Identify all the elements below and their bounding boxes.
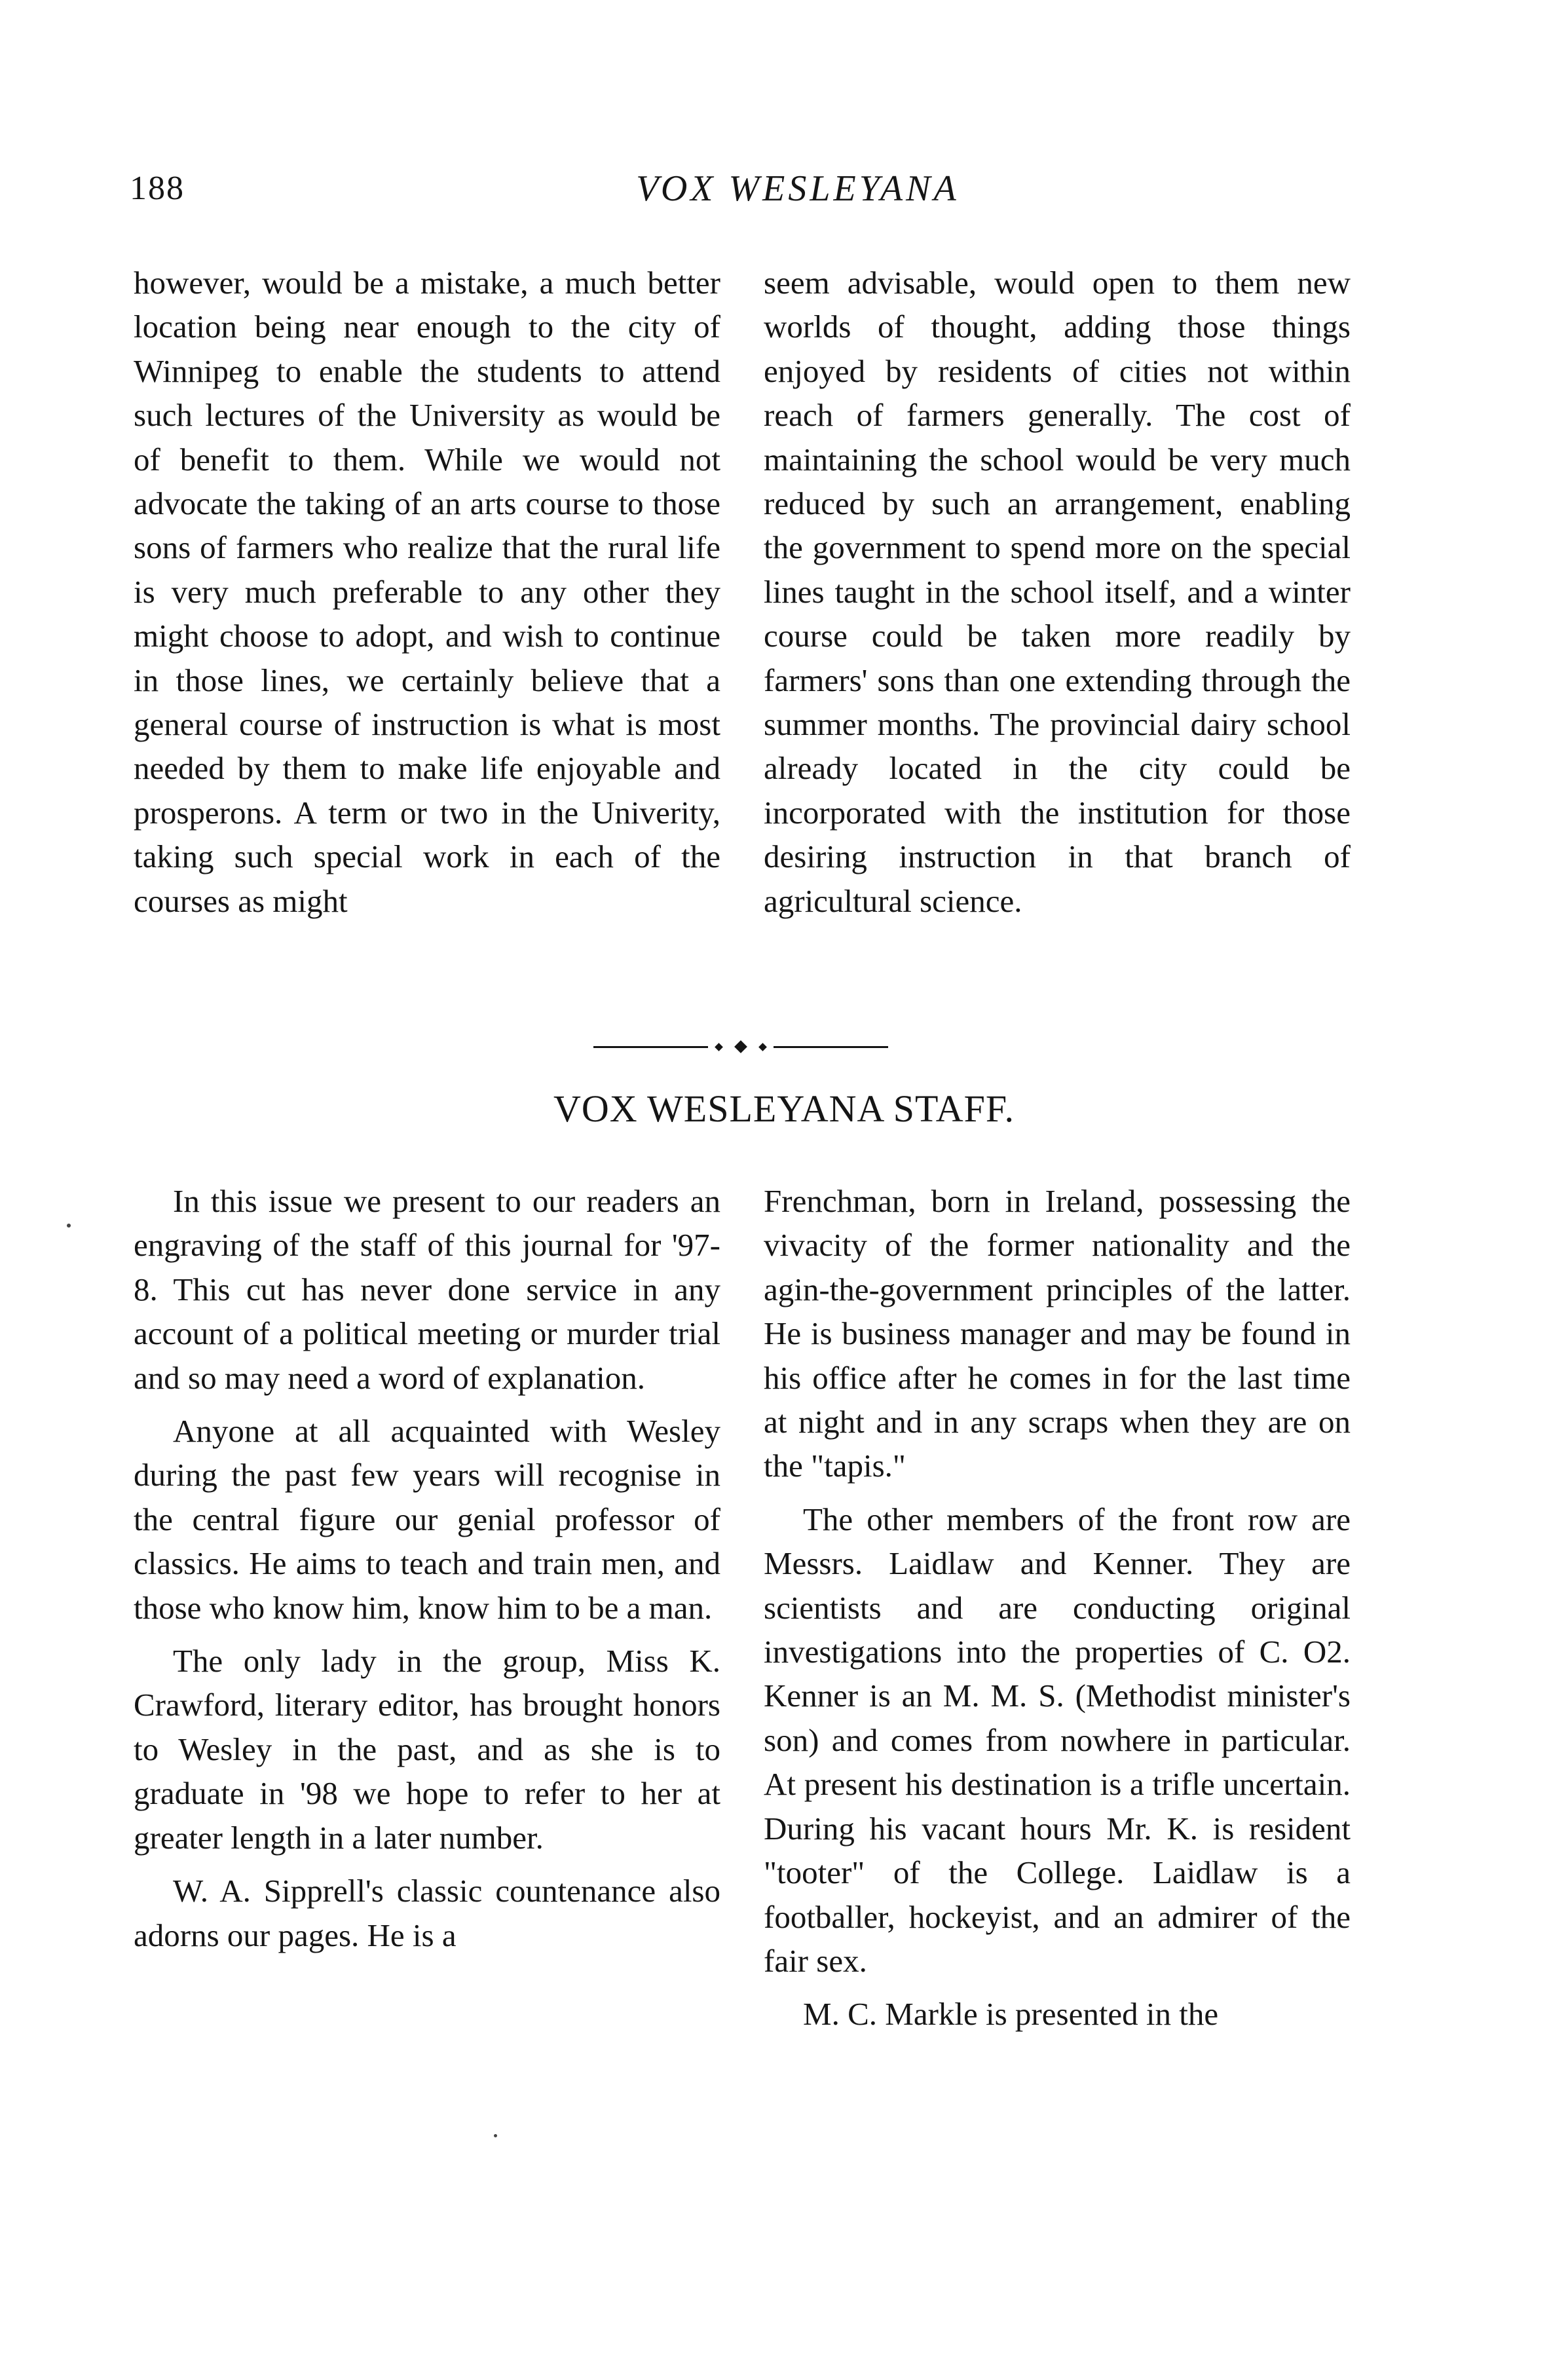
divider-diamond-small-right — [758, 1043, 767, 1051]
staff-paragraph-continued: Frenchman, born in Ireland, possessing the vivacity of the former nationality and the agin-the-government principles of the latter. He is business manager and may be found in his office after he comes in for the last time at night and in any scraps when they are on the "tapis." — [764, 1183, 1351, 1484]
staff-paragraph: W. A. Sipprell's classic countenance also adorns our pages. He is a — [134, 1873, 720, 1953]
section-heading: VOX WESLEYANA STAFF. — [553, 1087, 1015, 1130]
top-right-paragraph: seem advisable, would open to them new worlds of thought, adding those things enjoyed by residents of cities not within reach of farmers generally. The cost of maintaining the school would be very much reduced by such an arrangement, enabling the government to spend more on the special lines taught in the school itself, and a winter course could be taken more readily by farmers' sons than one extending through the summer months. The provincial dairy school already located in the city could be incorporated with the institution for those desiring instruction in that branch of agricultural science. — [764, 265, 1351, 919]
staff-paragraph: Anyone at all acquainted with Wesley during the past few years will recognise in the central figure our genial professor of classics. He aims to teach and train men, and those who know him, know him to be a man. — [134, 1413, 720, 1626]
divider-diamond-small-left — [715, 1043, 723, 1051]
divider-diamond-center — [734, 1040, 747, 1053]
staff-paragraph: The only lady in the group, Miss K. Crawford, literary editor, has brought honors to Wesley in the past, and as she is to graduate in '98 we hope to refer to her at greater length in a later number. — [134, 1643, 720, 1856]
divider-rule-right — [774, 1046, 888, 1048]
staff-paragraph: M. C. Markle is presented in the — [803, 1996, 1219, 2033]
page-number: 188 — [130, 170, 185, 207]
page-header — [130, 169, 1374, 221]
section-divider-ornament — [593, 1040, 888, 1053]
staff-paragraph: The other members of the front row are Messrs. Laidlaw and Kenner. They are scientists and are conducting original investigations into the properties of C. O2. Kenner is an M. M. S. (Methodist minister's son) and comes from nowhere in particular. At present his destination is a trifle uncertain. During his vacant hours Mr. K. is resident "tooter" of the College. Laidlaw is a footballer, hockeyist, and an admirer of the fair sex. — [764, 1501, 1351, 1979]
divider-rule-left — [593, 1046, 708, 1048]
staff-right-column — [764, 1179, 1351, 2046]
running-title: VOX WESLEYANA — [636, 168, 960, 209]
top-right-column — [764, 261, 1351, 923]
staff-paragraph: In this issue we present to our readers an engraving of the staff of this journal for '97-8. This cut has never done service in any account of a political meeting or murder trial and so may need a word of explanation. — [134, 1183, 720, 1396]
print-speck — [67, 1224, 71, 1228]
top-left-column — [134, 261, 720, 923]
staff-left-column — [134, 1179, 720, 1966]
top-left-paragraph: however, would be a mistake, a much better location being near enough to the city of Winnipeg to enable the students to attend such lectures of the University as would be of benefit to them. While we would not advocate the taking of an arts course to those sons of farmers who realize that the rural life is very much preferable to any other they might choose to adopt, and wish to continue in those lines, we certainly believe that a general course of instruction is what is most needed by them to make life enjoyable and prosperons. A term or two in the Univerity, taking such special work in each of the courses as might — [134, 265, 720, 919]
print-speck — [494, 2134, 497, 2137]
